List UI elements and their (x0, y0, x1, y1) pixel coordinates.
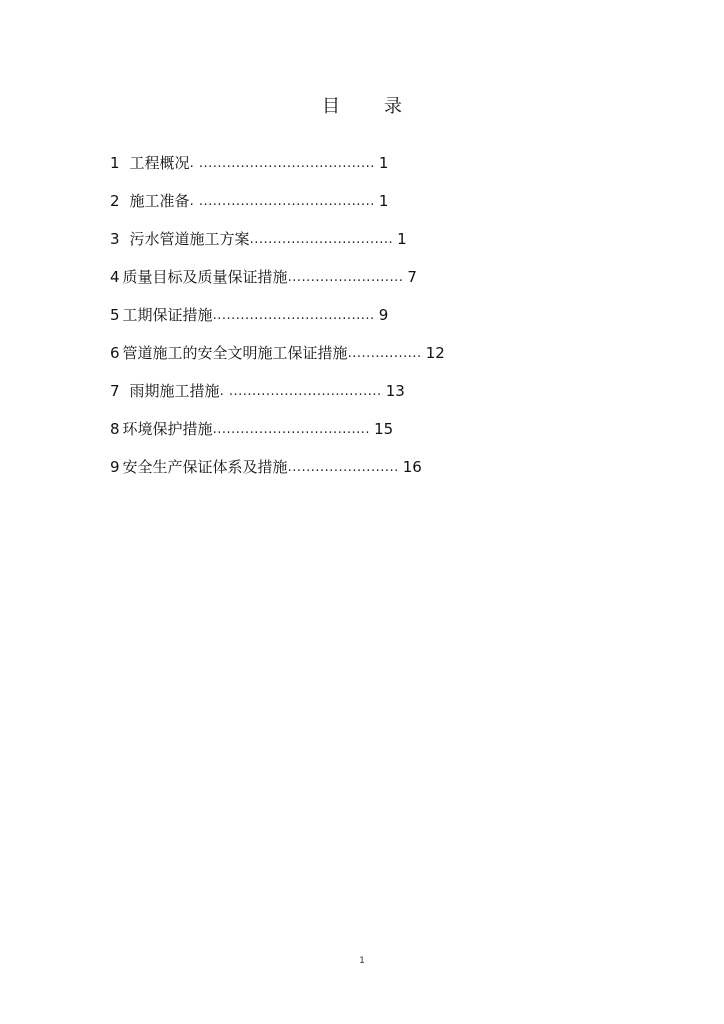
toc-entry-page: 16 (402, 457, 422, 476)
toc-heading-char-2: 录 (384, 96, 402, 117)
toc-entry-leader: .................................. (212, 421, 371, 437)
toc-entry-leader: ............................... (249, 231, 394, 247)
toc-entry-page: 1 (378, 153, 389, 172)
toc-list (110, 144, 670, 486)
toc-entry-page: 1 (397, 229, 407, 248)
toc-entry-title: 环境保护措施 (122, 419, 213, 438)
toc-entry-leader: ................ (347, 345, 422, 361)
toc-entry-leader: . ...................................... (189, 155, 375, 171)
toc-entry-page: 15 (374, 419, 394, 438)
footer-page-number: 1 (359, 956, 365, 966)
toc-entry-number: 5 (110, 305, 120, 324)
toc-entry-title: 施工准备 (129, 191, 190, 210)
toc-entry[interactable] (110, 296, 670, 334)
toc-entry-number: 4 (110, 267, 120, 286)
toc-entry-number: 2 (110, 191, 120, 210)
toc-entry[interactable] (110, 144, 670, 182)
toc-entry-leader: ......................... (287, 269, 404, 285)
toc-entry-leader: . ................................. (219, 383, 382, 399)
toc-entry-leader: . ...................................... (189, 193, 375, 209)
toc-entry-leader: ................................... (212, 307, 375, 323)
toc-entry-number: 6 (110, 343, 120, 362)
toc-entry-page: 12 (425, 343, 445, 362)
toc-entry[interactable] (110, 258, 670, 296)
toc-entry-title: 质量目标及质量保证措施 (122, 267, 288, 286)
toc-entry-page: 13 (385, 381, 405, 400)
toc-entry-page: 9 (378, 305, 389, 324)
toc-entry-number: 7 (110, 381, 120, 400)
toc-entry-number: 3 (110, 229, 120, 248)
toc-entry-title: 污水管道施工方案 (129, 229, 250, 248)
toc-entry[interactable] (110, 372, 670, 410)
toc-entry-page: 1 (378, 191, 389, 210)
toc-entry[interactable] (110, 182, 670, 220)
toc-entry-title: 工期保证措施 (122, 305, 213, 324)
toc-entry-number: 8 (110, 419, 120, 438)
toc-entry-leader: ........................ (287, 459, 399, 475)
toc-entry[interactable] (110, 448, 670, 486)
toc-entry-title: 管道施工的安全文明施工保证措施 (122, 343, 348, 362)
toc-entry[interactable] (110, 220, 670, 258)
toc-entry-number: 9 (110, 457, 120, 476)
toc-entry-title: 工程概况 (129, 153, 190, 172)
toc-entry[interactable] (110, 334, 670, 372)
toc-entry-number: 1 (110, 153, 120, 172)
toc-entry-title: 雨期施工措施 (129, 381, 220, 400)
toc-entry-title: 安全生产保证体系及措施 (122, 457, 288, 476)
toc-heading-char-1: 目 (322, 96, 340, 117)
toc-entry[interactable] (110, 410, 670, 448)
toc-entry-page: 7 (407, 267, 417, 286)
toc-heading (0, 92, 724, 118)
